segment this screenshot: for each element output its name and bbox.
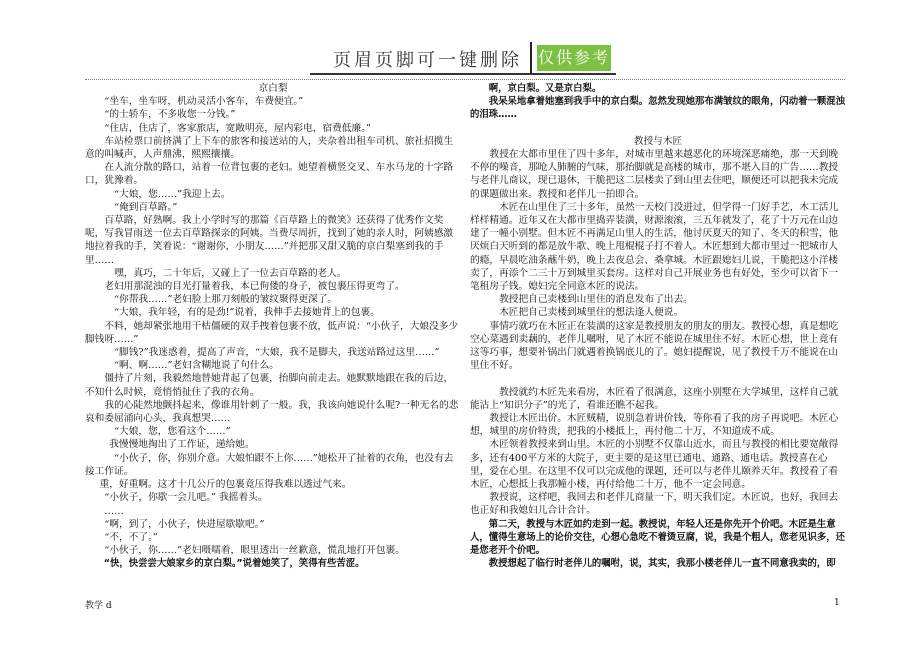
paragraph-bold: 我呆呆地拿着她塞到我手中的京白梨。忽然发现她那布满皱纹的眼角，闪动着一颗混浊的泪珠…… [470,96,846,121]
paragraph: 事情巧就巧在木匠正在装潢的这家是教授朋友的朋友的朋友。教授心想，真是想吃空心菜遇到卖藕的，老伴儿嘱咐，见了木匠不能说在城里住不好。木匠心想，世上竟有这等巧事，想要补锅出门就遇着换锅底儿的了。媳妇提醒说，见了教授千万不能说在山里住不好。 [470,320,839,372]
header-underline [310,73,616,75]
paragraph: 僵持了片刻，我毅然地替她背起了包裹，抬脚向前走去。她默默地跟在我的后边，不知什么时候，竟悄悄扯住了我的衣角。 [85,373,454,398]
paragraph-bold: 教授想起了临行时老伴儿的嘱咐，说，其实，我那小楼老伴儿一直不同意我卖的，即 [488,558,836,570]
paragraph: 重，好重啊。这才十几公斤的包裹竟压得我难以透过气来。 [99,479,352,491]
header-text: 页眉页脚可一键删除 [333,50,522,71]
paragraph: “啊，到了，小伙子，快进屋歇歇吧。” [104,518,265,530]
paragraph: “脚钱?”我迷惑着，提高了声音，“大娘，我不是脚夫，我送站路过这里……” [114,347,440,359]
paragraph: “小伙子，你，你别介意。大娘怕跟不上你……”她松开了扯着的衣角，也没有去接工作证。 [85,452,454,477]
paragraph: “你帮我……”老妇脸上那刀刻般的皱纹聚得更深了。 [114,294,338,306]
paragraph: 教授就约木匠先来看房，木匠看了很满意，这座小别墅在大学城里，这样自己就能沾上“知识分子”的光了，看谁还瞧不起我。 [470,386,839,411]
paragraph: 我慢慢地掏出了工作证，递给她。 [109,439,255,451]
paragraph: 木匠把自己卖楼到城里住的想法逢人便说。 [499,307,684,319]
paragraph: 教授把自己卖楼到山里住的消息发布了出去。 [499,294,693,306]
paragraph: “大娘，您，您看这个……” [114,426,231,438]
paragraph-bold: 啊，京白梨。又是京白梨。 [488,83,602,94]
header-dotted-rule [85,79,845,80]
paragraph: “小伙子，你……”老妇嗫嚅着，眼里透出一丝歉意，慌乱地打开包裹。 [104,545,405,557]
article-title: 京白梨 [258,83,288,94]
paragraph: 老妇用那混浊的目光打量着我，本已佝偻的身子，被包裹压得更弯了。 [104,281,405,293]
reference-only-badge: 仅供参考 [537,45,611,71]
paragraph: “大娘，您……”我迎上去。 [114,188,231,200]
left-column-article-jingbaili [85,82,461,571]
paragraph: “坐车，坐车呀，机动灵活小客车，车费便宜。” [104,96,304,108]
header-divider [530,42,532,74]
paragraph: 我的心陡然地颤抖起来，像谁用针刺了一般。我，我该向她说什么呢?一种无名的悲哀和委屈涌向心头，我真想哭…… [85,399,459,425]
right-column-article-professor-carpenter [470,82,846,570]
footer-label: 教学 d [85,601,112,611]
paragraph: …… [104,505,124,517]
paragraph: 在人流分散的路口，站着一位背包裹的老妇。她望着横竖交叉、车水马龙的十字路口，犹豫着。 [85,162,454,187]
paragraph: 木匠领着教授来到山里。木匠的小别墅不仅靠山近水，而且与教授的相比要宽敞得多，还有400平方米的大院子，更主要的是这里已通电、通路、通电话。教授喜在心里，爱在心里。在这里不仅可以完成他的课题，还可以与老伴儿颐养天年。教授看了看木匠，心想抵上我那幢小楼，再付给他二十万，他不一定会同意。 [470,439,839,491]
paragraph: “不，不了。” [104,531,158,543]
article-title: 教授与木匠 [633,135,683,147]
paragraph: 百草路，好熟啊。我上小学时写的那篇《百草路上的微笑》还获得了优秀作文奖呢，写我冒雨送一位去百草路探亲的阿姨。当费尽周折，找到了她的亲人时，阿姨感激地拉着我的手，笑着说：“谢谢你，小朋友……”并把那又甜又脆的京白梨塞到我的手里…… [85,215,454,266]
paragraph: 车站检票口前挤满了上下车的旅客和接送站的人，夹杂着出租车司机、旅社招揽生意的叫喊声，人声鼎沸，熙熙攘攘。 [85,135,454,161]
paragraph: “的士轿车，不多收您一分钱。” [104,109,236,121]
paragraph: 教授在大都市里住了四十多年，对城市里越来越恶化的环境深恶痛绝，那一天到晚不停的噪音，那呛人肺腑的气味，那抬脚就是高楼的城市，那不堪入目的广告……教授与老伴儿商议，现已退休，干脆把这二层楼卖了到山里去住吧，顺便还可以把我未完成的课题做出来。教授和老伴儿一拍即合。 [470,149,839,200]
paragraph: 不料，她却紧张地用干枯僵硬的双手拽着包裹不放，低声说：“小伙子，大娘没多少脚钱呀……” [85,320,459,345]
paragraph: “小伙子，你歇一会儿吧。” 我摇着头。 [104,492,268,504]
paragraph-bold: 第二天，教授与木匠如约走到一起。教授说，年轻人还是你先开个价吧。木匠是生意人，懂得生意场上的论价交往，心想心急吃不着烫豆腐，说，我是个粗人，您老见识多，还是您老开个价吧。 [470,518,846,557]
paragraph: 木匠在山里住了三十多年，虽然一天校门没进过，但学得一门好手艺，木工活儿样样精通。近年又在大都市里捣弄装潢，财源滚滚，三五年就发了，花了十万元在山边建了一幢小别墅。但木匠不再满足山里人的生活，他讨厌夏天的知了、冬天的积雪，他厌烦白天听到的都是放牛歌、晚上甩棍棍子打不着人。木匠想到大都市里过一把城市人的瘾，早晨吃油条蘸牛奶，晚上去夜总会、桑拿城。木匠跟媳妇儿说，干脆把这小洋楼卖了，再添个二三十万到城里买套房。这样对自己开展业务也有好处，至少可以省下一笔租房子钱。媳妇完全同意木匠的说法。 [470,201,839,293]
paragraph: 教授说，这样吧，我回去和老伴儿商量一下，明天我们定。木匠说，也好，我回去也正好和我媳妇儿合计合计。 [470,492,839,517]
blank-line [470,122,846,135]
paragraph: 教授让木匠出价。木匠贼精，说别急着讲价钱，等你看了我的房子再说吧。木匠心想，城里的房价特贵，把我的小楼抵上，再付他二十万，不知道成不成。 [470,413,839,438]
paragraph: “大娘，我年轻，有的是劲!”说着，我伸手去接她背上的包裹。 [114,307,380,319]
paragraph: “住店，住店了，客家旅店，宽敞明亮，屋内彩电，宿费低廉。” [104,122,372,134]
paragraph: “俺到百草路。” [114,201,178,213]
blank-line [470,372,846,385]
paragraph-bold: “快，快尝尝大娘家乡的京白梨。”说着她笑了，笑得有些苦涩。 [103,558,365,570]
page-number: 1 [834,598,840,608]
paragraph: “啊、啊……”老妇含糊地说了句什么。 [114,360,279,372]
paragraph: 嘿，真巧，二十年后，又碰上了一位去百草路的老人。 [114,267,347,279]
